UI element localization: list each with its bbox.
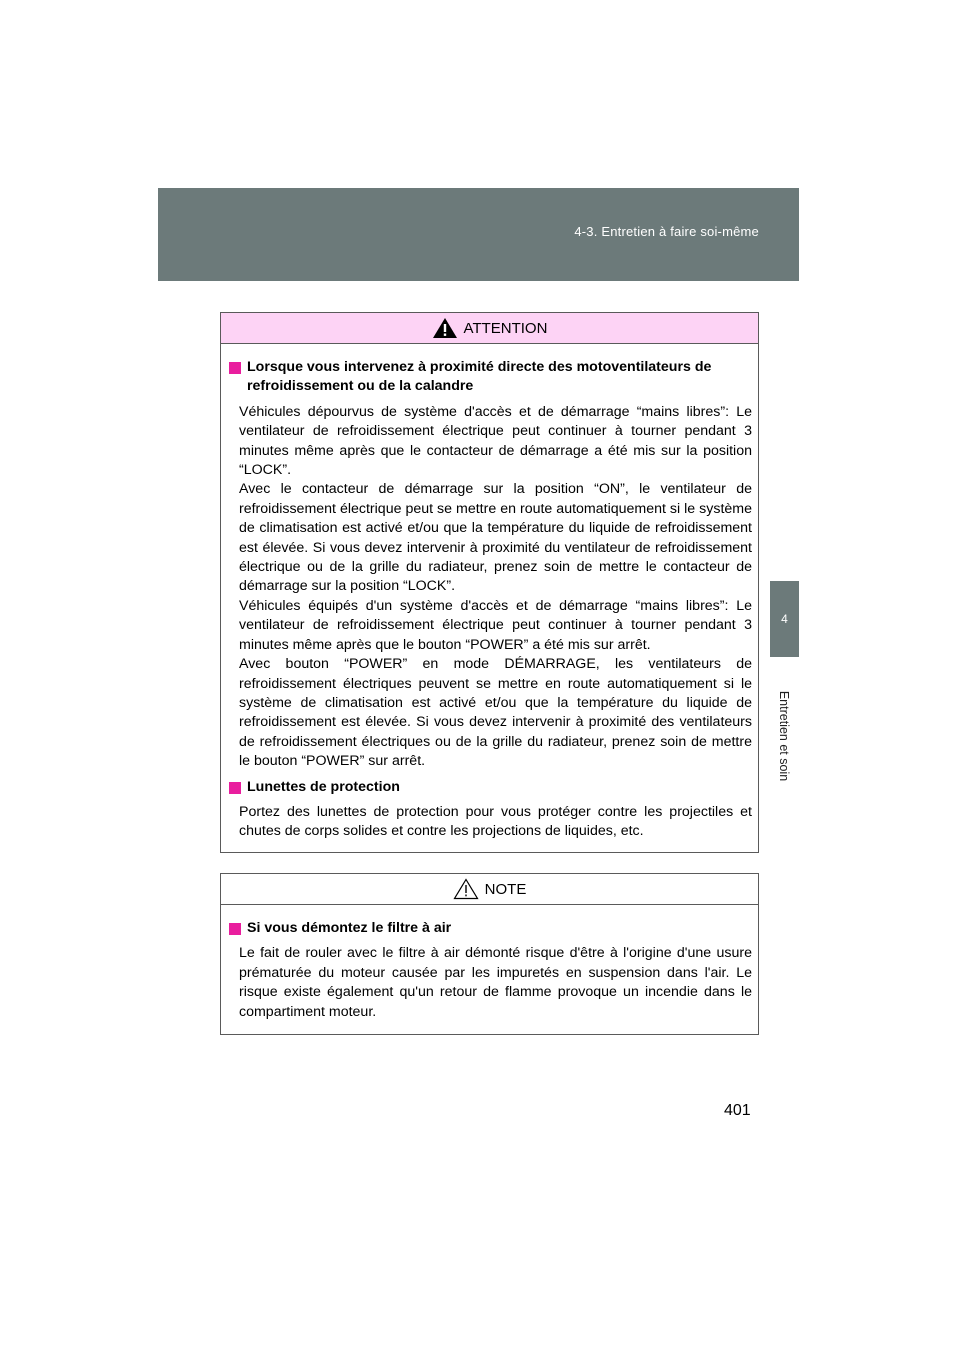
square-bullet-icon <box>229 782 241 794</box>
attention-section <box>229 778 752 842</box>
paragraph: Véhicules dépourvus de système d'accès et de démarrage “mains libres”: Le ventilateur de refroidissement électrique peut continuer à tourner pendant 3 minutes même après que le contacteur de démarrage a été mis sur la position “LOCK”. <box>239 403 752 479</box>
attention-header <box>221 313 758 344</box>
section-heading: Lunettes de protection <box>247 778 400 795</box>
section-header-band <box>158 188 799 281</box>
note-section <box>229 919 752 1022</box>
attention-section <box>229 358 752 772</box>
caution-outline-icon <box>453 878 479 900</box>
attention-box <box>220 312 759 853</box>
paragraph: Avec le contacteur de démarrage sur la position “ON”, le ventilateur de refroidissement électrique peut se mettre en route automatiquement si le système de climatisation est activé et/ou que la température du liquide de refroidissement est élevée. Si vous devez intervenir à proximité du ventilateur de refroidissement électrique ou de la grille du radiateur, prenez soin de mettre le contacteur de démarrage sur la position “LOCK”. <box>239 481 752 595</box>
note-box <box>220 873 759 1035</box>
page-number: 401 <box>724 1102 751 1119</box>
chapter-side-tab <box>770 281 799 1358</box>
note-title: NOTE <box>484 880 527 898</box>
paragraph: Portez des lunettes de protection pour vous protéger contre les projectiles et chutes de corps solides et contre les projections de liquides, etc. <box>239 803 752 840</box>
section-heading: Lorsque vous intervenez à proximité directe des motoventilateurs de refroidissement ou de la calandre <box>247 359 712 395</box>
chapter-number: 4 <box>770 581 799 657</box>
note-header <box>221 874 758 905</box>
attention-title: ATTENTION <box>463 319 548 337</box>
paragraph: Le fait de rouler avec le filtre à air démonté risque d'être à l'origine d'une usure prématurée du moteur causée par les impuretés en suspension dans l'air. Le risque existe également qu'un retour de flamme provoque un incendie dans le compartiment moteur. <box>239 945 752 1020</box>
warning-icon <box>432 317 458 339</box>
section-title: 4-3. Entretien à faire soi-même <box>574 224 759 239</box>
square-bullet-icon <box>229 923 241 935</box>
section-heading: Si vous démontez le filtre à air <box>247 920 452 936</box>
paragraph: Avec bouton “POWER” en mode DÉMARRAGE, les ventilateurs de refroidissement électriques peuvent se mettre en route automatiquement si le système de climatisation est activé et/ou que la température du liquide de refroidissement est élevée. Si vous devez intervenir à proximité des ventilateurs de refroidissement électriques ou de la grille du radiateur, prenez soin de mettre le bouton “POWER” sur arrêt. <box>239 656 752 770</box>
square-bullet-icon <box>229 362 241 374</box>
paragraph: Véhicules équipés d'un système d'accès et de démarrage “mains libres”: Le ventilateur de refroidissement électrique peut continuer à tourner pendant 3 minutes même après que le bouton “POWER” a été mis sur arrêt. <box>239 597 752 653</box>
chapter-label: Entretien et soin <box>777 690 792 782</box>
